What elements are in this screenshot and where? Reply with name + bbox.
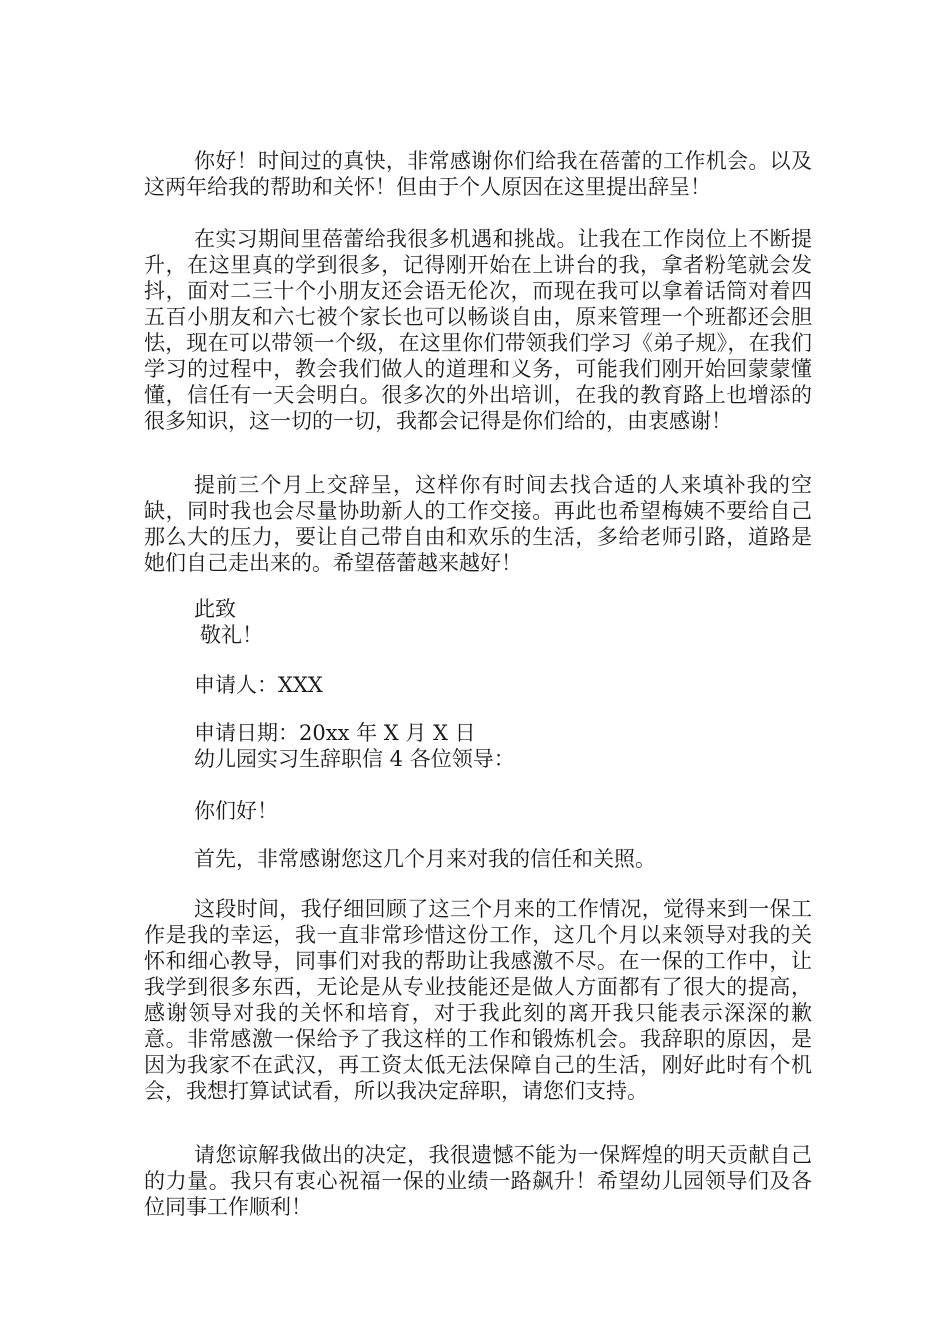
paragraph-text: 这段时间，我仔细回顾了这三个月来的工作情况，觉得来到一保工作是我的幸运，我一直非常珍惜这份工作，这几个月以来领导对我的关怀和细心教导，同事们对我的帮助让我感激不尽。在一保的工作中，让我学到很多东西，无论是从专业技能还是做人方面都有了很大的提高，感谢领导对我的关怀和培育，对于我此刻的离开我只能表示深深的歉意。非常感激一保给予了我这样的工作和锻炼机会。我辞职的原因，是因为我家不在武汉，再工资太低无法保障自己的生活，刚好此时有个机会，我想打算试试看，所以我决定辞职，请您们支持。: [144, 897, 812, 1103]
applicant-line: [144, 672, 812, 698]
paragraph-text: 首先，非常感谢您这几个月来对我的信任和关照。: [194, 847, 656, 871]
second-letter-title: 幼儿园实习生辞职信 4 各位领导：: [194, 747, 515, 771]
paragraph-5: [144, 896, 812, 1104]
paragraph-text: 请您谅解我做出的决定，我很遗憾不能为一保辉煌的明天贡献自己的力量。我只有衷心祝福一保的业绩一路飙升！希望幼儿园领导们及各位同事工作顺利！: [144, 1143, 812, 1219]
closing-block: [144, 596, 812, 648]
paragraph-2: [144, 226, 812, 434]
paragraph-3: [144, 472, 812, 576]
paragraph-6: [144, 1142, 812, 1220]
paragraph-text: 提前三个月上交辞呈，这样你有时间去找合适的人来填补我的空缺，同时我也会尽量协助新人的工作交接。再此也希望梅姨不要给自己那么大的压力，要让自己带自由和欢乐的生活，多给老师引路，道路是她们自己走出来的。希望蓓蕾越来越好！: [144, 473, 812, 575]
paragraph-1: [144, 148, 812, 200]
paragraph-4: [144, 846, 812, 872]
apply-date: 申请日期：20xx 年 X 月 X 日: [194, 721, 476, 745]
applicant: 申请人：XXX: [194, 673, 323, 697]
closing-cizhi: 此致: [194, 597, 236, 621]
greeting-line: [144, 798, 812, 824]
date-block: [144, 720, 812, 772]
closing-jingli: 敬礼！: [200, 623, 263, 647]
paragraph-text: 在实习期间里蓓蕾给我很多机遇和挑战。让我在工作岗位上不断提升，在这里真的学到很多，记得刚开始在上讲台的我，拿者粉笔就会发抖，面对二三十个小朋友还会语无伦次，而现在我可以拿着话筒对着四五百小朋友和六七被个家长也可以畅谈自由，原来管理一个班都还会胆怯，现在可以带领一个级，在这里你们带领我们学习《弟子规》，在我们学习的过程中，教会我们做人的道理和义务，可能我们刚开始回蒙蒙懂懂，信任有一天会明白。很多次的外出培训，在我的教育路上也增添的很多知识，这一切的一切，我都会记得是你们给的，由衷感谢！: [144, 227, 812, 433]
paragraph-text: 你好！时间过的真快，非常感谢你们给我在蓓蕾的工作机会。以及这两年给我的帮助和关怀！但由于个人原因在这里提出辞呈！: [144, 149, 812, 199]
greeting: 你们好！: [194, 799, 278, 823]
